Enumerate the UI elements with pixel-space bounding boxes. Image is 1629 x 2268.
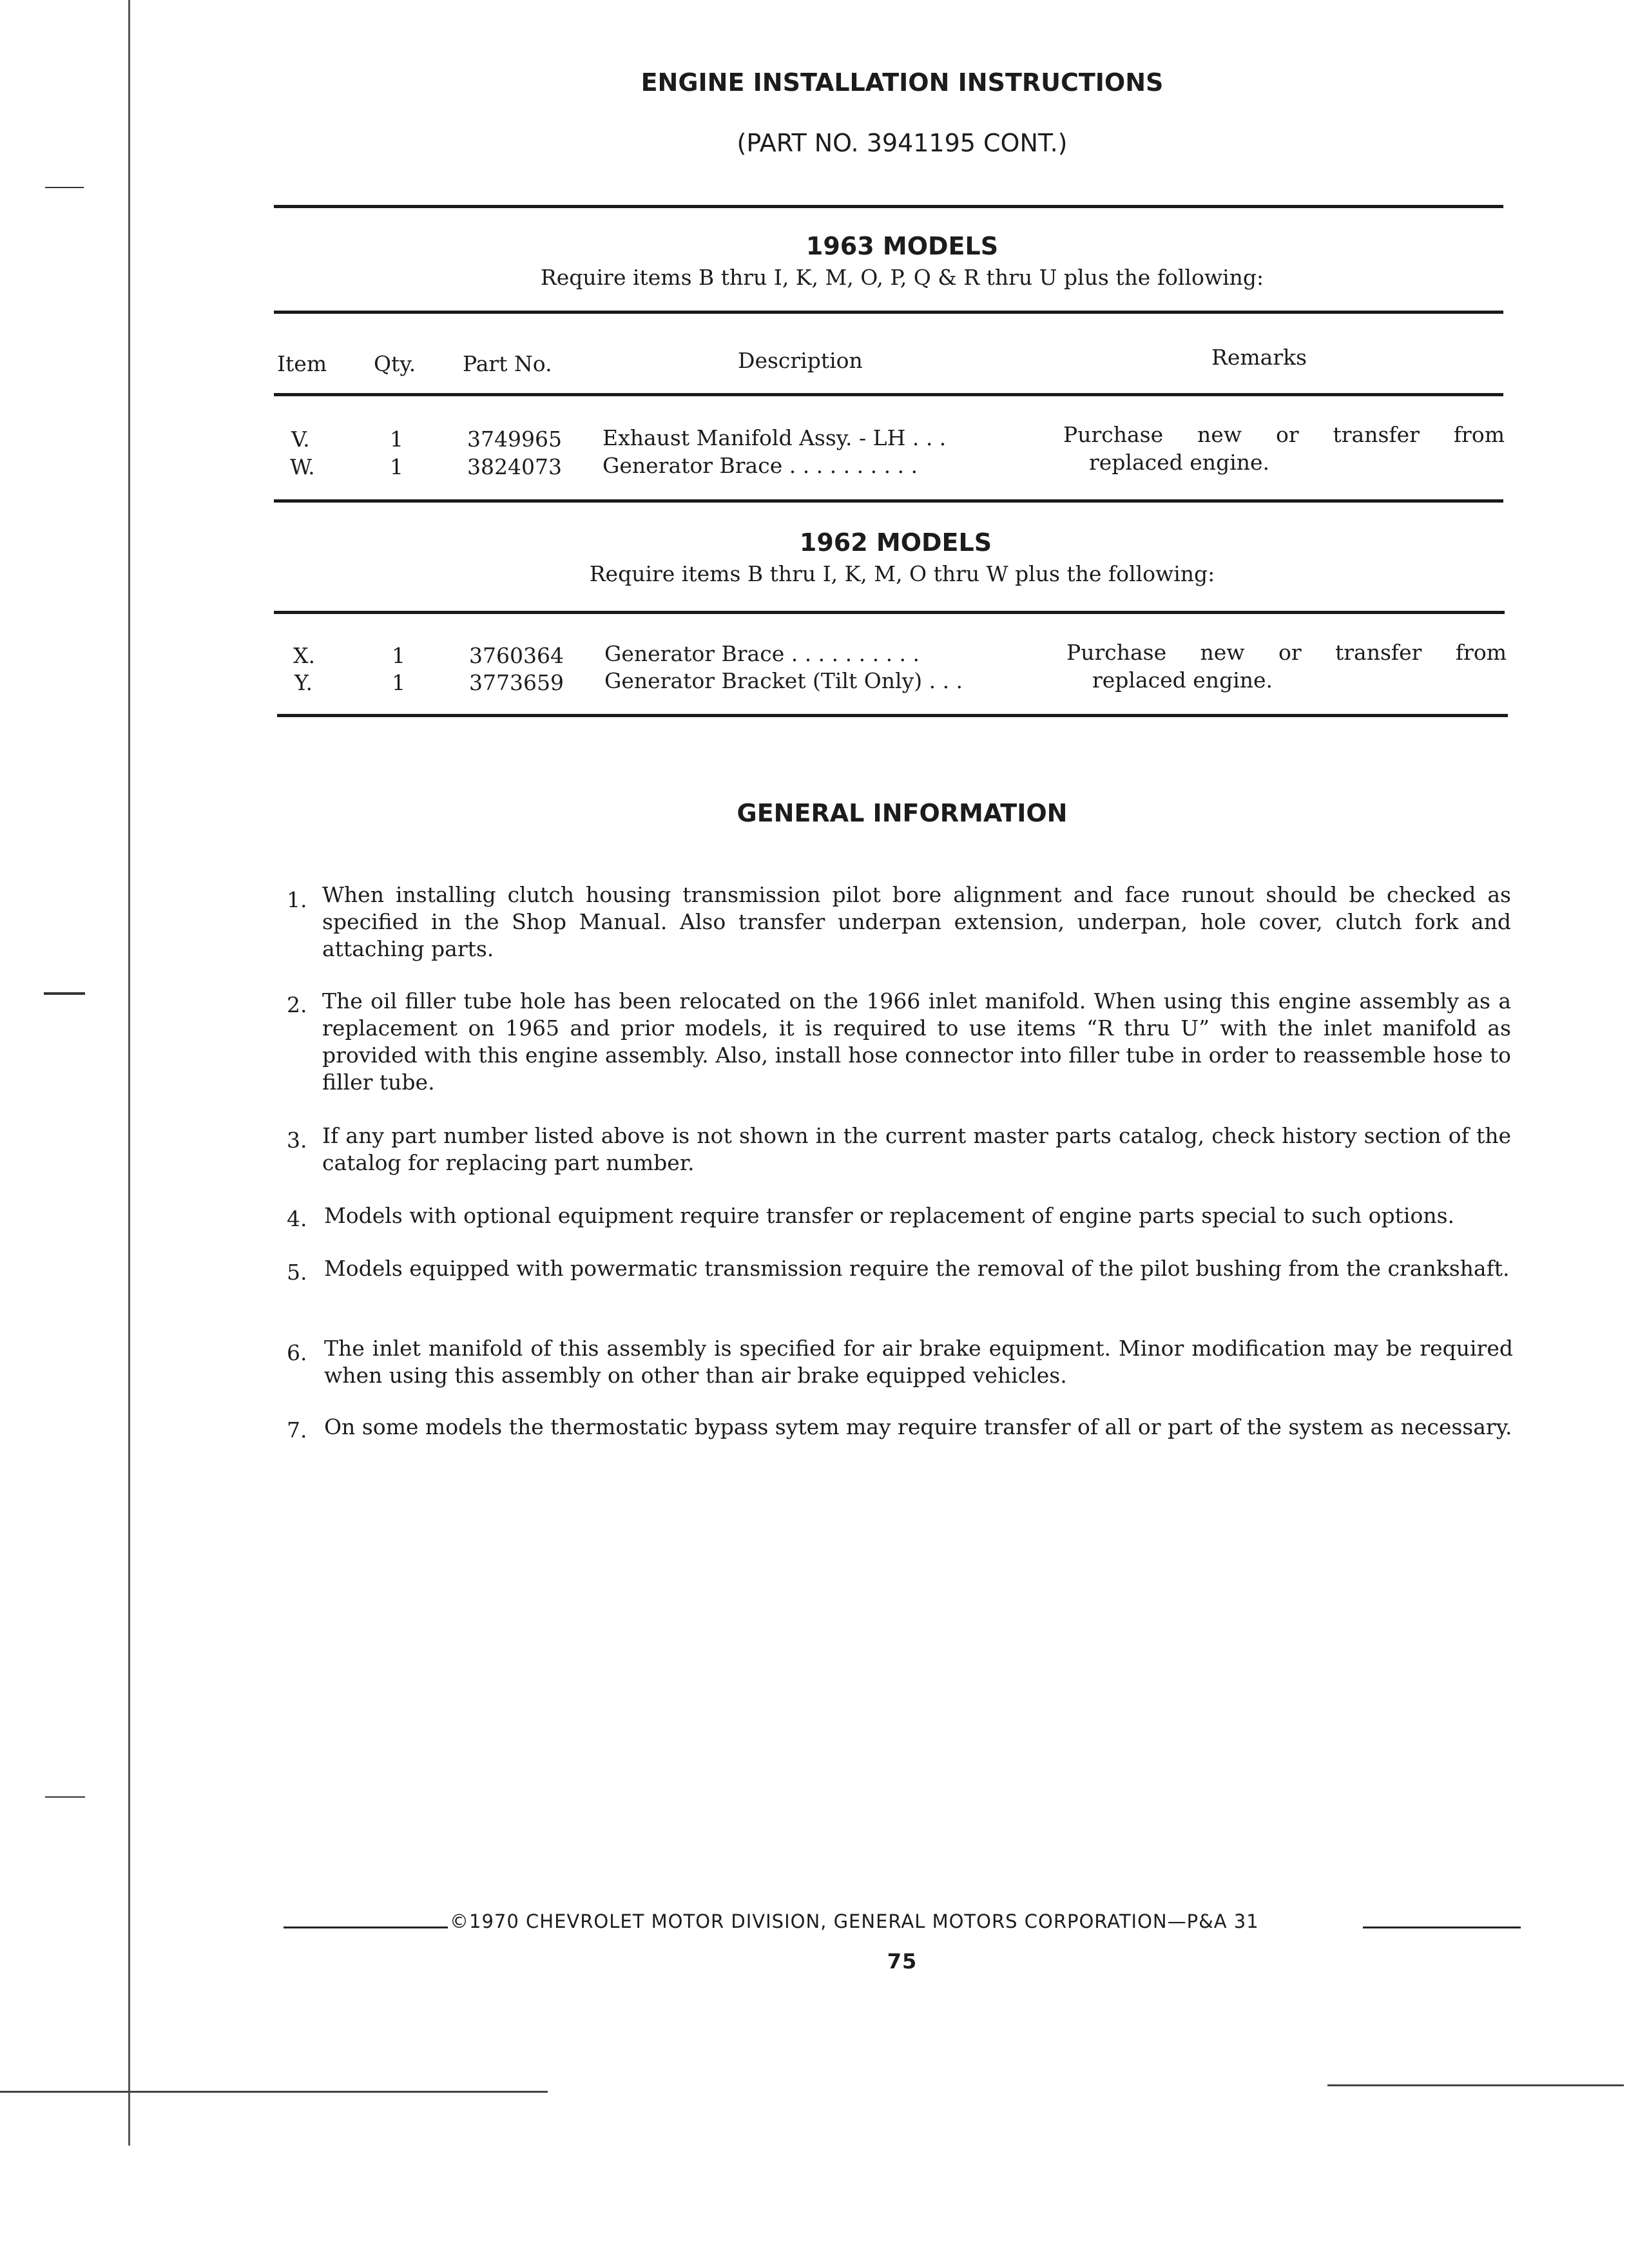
section-divider xyxy=(274,611,1505,614)
row-description: Generator Bracket (Tilt Only) . . . xyxy=(604,668,963,693)
row-item: Y. xyxy=(294,670,313,695)
column-header-remarks: Remarks xyxy=(1211,345,1307,370)
item-text: On some models the thermostatic bypass sytem may require transfer of all or part of the system as necessary. xyxy=(324,1414,1512,1439)
footer-rule-right xyxy=(1363,1927,1521,1928)
scan-edge-line xyxy=(1327,2084,1624,2086)
item-text: The inlet manifold of this assembly is specified for air brake equipment. Minor modification may be required when using this assembly on other than air brake equipped vehicles. xyxy=(324,1336,1513,1388)
item-number: 3. xyxy=(287,1128,307,1153)
column-header-item: Item xyxy=(277,351,327,376)
margin-tick xyxy=(44,992,85,995)
item-text: Models equipped with powermatic transmission require the removal of the pilot bushing from the crankshaft. xyxy=(324,1256,1510,1281)
item-number: 7. xyxy=(287,1418,307,1443)
column-header-part-no: Part No. xyxy=(463,351,552,376)
margin-tick xyxy=(45,187,84,188)
section-divider xyxy=(277,714,1508,717)
row-description: Generator Brace . . . . . . . . . . xyxy=(604,641,920,666)
row-part-no: 3773659 xyxy=(469,670,564,695)
page-number: 75 xyxy=(887,1949,918,1974)
column-header-description: Description xyxy=(738,348,863,373)
row-description: Generator Brace . . . . . . . . . . xyxy=(602,453,918,478)
item-text: If any part number listed above is not shown in the current master parts catalog, check history section of the catalog for replacing part number. xyxy=(322,1123,1511,1175)
general-information-title: GENERAL INFORMATION xyxy=(737,799,1068,827)
section-requirement-1962: Require items B thru I, K, M, O thru W plus the following: xyxy=(589,561,1215,586)
footer-rule-left xyxy=(284,1927,448,1928)
remarks-line: replaced engine. xyxy=(1092,668,1273,693)
section-divider xyxy=(274,311,1503,314)
row-item: V. xyxy=(291,427,310,452)
remarks-line: replaced engine. xyxy=(1089,450,1270,475)
section-divider xyxy=(274,499,1503,503)
item-number: 2. xyxy=(287,992,307,1017)
item-number: 4. xyxy=(287,1206,307,1231)
row-part-no: 3749965 xyxy=(467,427,562,452)
row-description: Exhaust Manifold Assy. - LH . . . xyxy=(602,425,947,450)
section-title-1962: 1962 MODELS xyxy=(799,528,992,557)
remarks-line: Purchase new or transfer from xyxy=(1063,422,1505,447)
row-qty: 1 xyxy=(390,427,403,452)
page-subtitle: (PART NO. 3941195 CONT.) xyxy=(737,129,1068,157)
remarks-line: Purchase new or transfer from xyxy=(1066,640,1507,665)
section-title-1963: 1963 MODELS xyxy=(805,232,999,260)
item-text: When installing clutch housing transmission pilot bore alignment and face runout should be checked as specified in the Shop Manual. Also transfer underpan extension, underpan, hole cover, clutch fork and attaching parts. xyxy=(322,882,1511,961)
binding-edge-line xyxy=(128,0,130,2146)
row-qty: 1 xyxy=(392,643,405,668)
item-text: The oil filler tube hole has been relocated on the 1966 inlet manifold. When using this engine assembly as a replacement on 1965 and prior models, it is required to use items “R thru U” with the inlet manifold as provided with this engine assembly. Also, install hose connector into filler tube in order to reassemble hose to filler tube. xyxy=(322,988,1511,1095)
footer-copyright: ©1970 CHEVROLET MOTOR DIVISION, GENERAL MOTORS CORPORATION—P&A 31 xyxy=(450,1910,1259,1932)
row-part-no: 3824073 xyxy=(467,454,562,479)
row-qty: 1 xyxy=(392,670,405,695)
column-header-qty: Qty. xyxy=(374,351,416,376)
row-item: X. xyxy=(293,643,315,668)
scan-edge-line xyxy=(0,2091,548,2093)
item-number: 6. xyxy=(287,1340,307,1365)
margin-tick xyxy=(45,1796,85,1798)
row-item: W. xyxy=(290,454,315,479)
item-text: Models with optional equipment require transfer or replacement of engine parts special to such options. xyxy=(324,1203,1455,1228)
item-number: 1. xyxy=(287,887,307,912)
item-number: 5. xyxy=(287,1260,307,1285)
row-qty: 1 xyxy=(390,454,403,479)
section-divider xyxy=(274,205,1503,208)
section-divider xyxy=(274,393,1503,396)
row-part-no: 3760364 xyxy=(469,643,564,668)
section-requirement-1963: Require items B thru I, K, M, O, P, Q & R thru U plus the following: xyxy=(540,265,1264,290)
page-title: ENGINE INSTALLATION INSTRUCTIONS xyxy=(641,68,1164,97)
